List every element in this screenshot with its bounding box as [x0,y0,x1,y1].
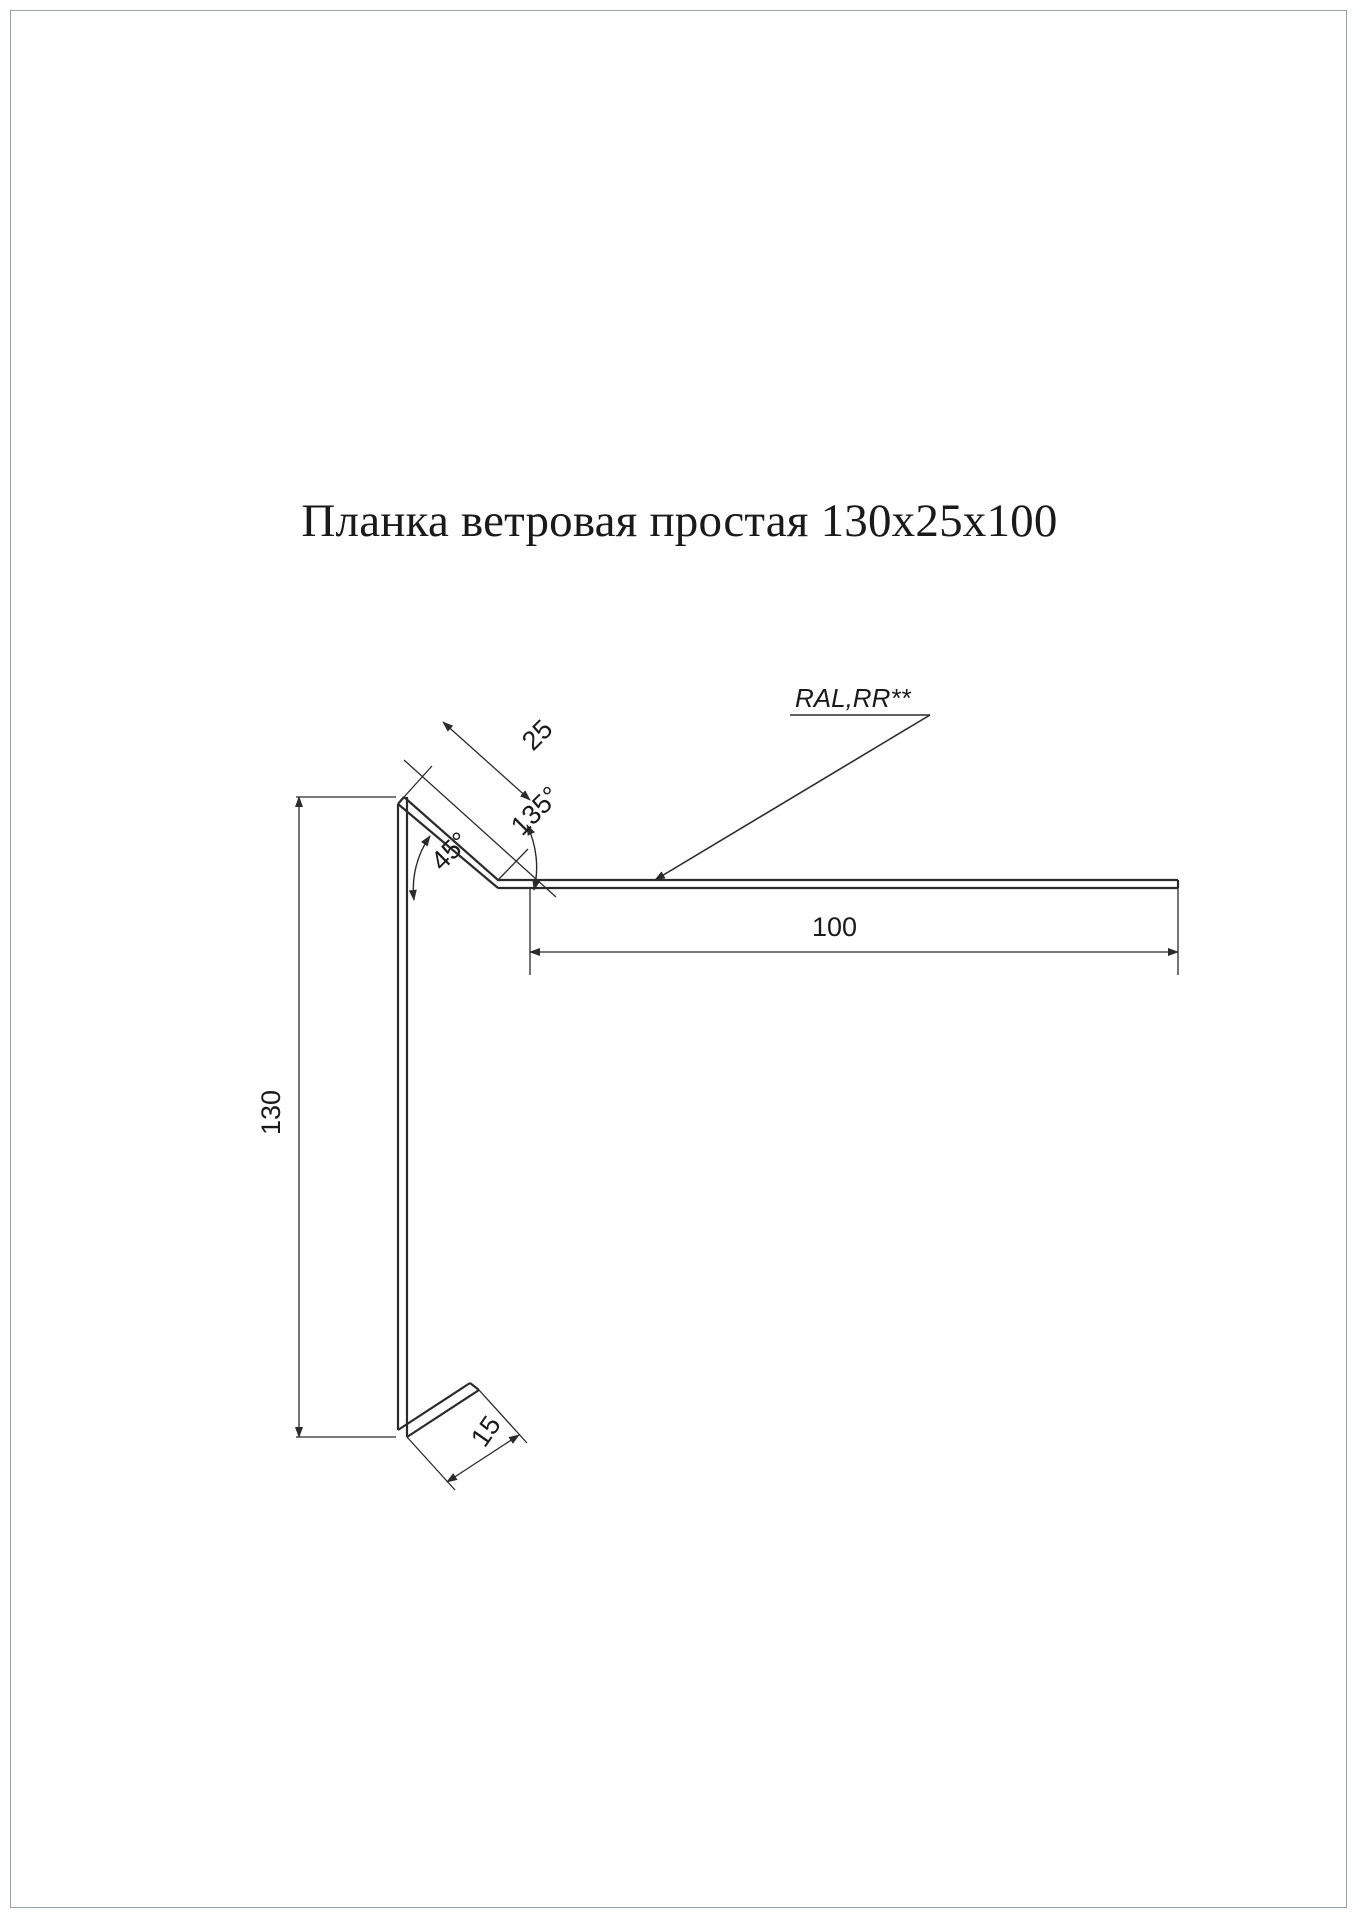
dimension-label-15: 15 [465,1410,507,1453]
page-title: Планка ветровая простая 130х25х100 [301,495,1058,547]
dimension-label-100: 100 [812,912,858,942]
dimension-label-25: 25 [516,713,559,757]
angle-label-135: 135° [505,780,566,842]
coating-leader [655,715,930,880]
angle-label-45: 45° [425,826,476,877]
coating-label: RAL,RR** [795,683,911,713]
profile-outline [398,797,1178,1437]
dimension-130 [296,797,396,1437]
dimension-15 [407,1390,527,1490]
dimension-label-130: 130 [256,1089,286,1135]
